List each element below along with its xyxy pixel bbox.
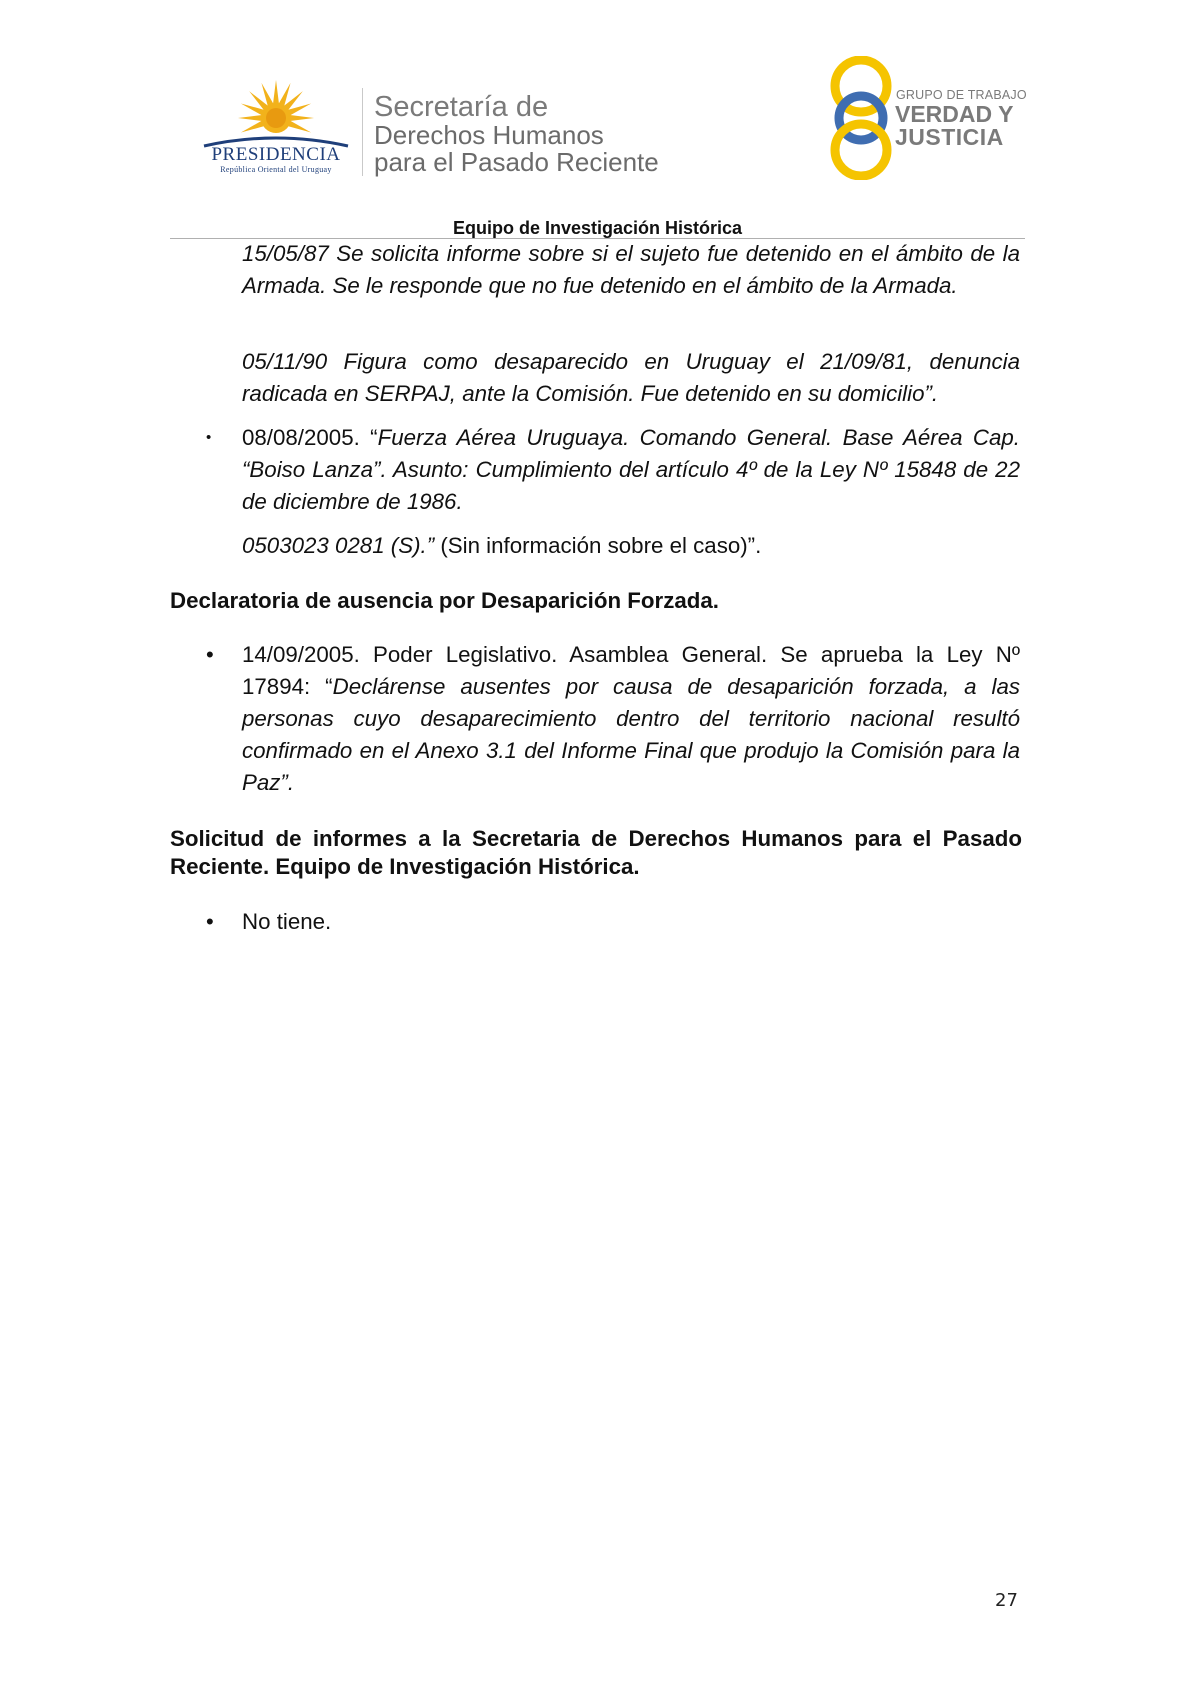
list-item-italic-text: Fuerza Aérea Uruguaya. Comando General. Base Aérea Cap. “Boiso Lanza”. Asunto: Cumplimiento del artículo 4º de la Ley Nº 15848 de 22 de diciembre de 1986. <box>242 425 1020 514</box>
grupo-trabajo-label: GRUPO DE TRABAJO <box>896 88 1027 102</box>
list-item-date: 08/08/2005. “ <box>242 425 378 450</box>
logo-divider <box>362 88 363 176</box>
secretaria-line-3: para el Pasado Reciente <box>374 147 659 177</box>
running-head: Equipo de Investigación Histórica <box>452 218 743 238</box>
paragraph-reference <box>242 530 1020 562</box>
presidencia-subtitle: República Oriental del Uruguay <box>220 165 332 174</box>
page-number: 27 <box>995 1590 1018 1611</box>
secretaria-line-2: Derechos Humanos <box>374 120 604 150</box>
list-item-no-tiene: No tiene. <box>242 909 332 934</box>
list-item-italic-text: Declárense ausentes por causa de desaparición forzada, a las personas cuyo desaparecimiento dentro del territorio nacional resultó confirmado en el Anexo 3.1 del Informe Final que produjo la Comisión para la Paz”. <box>242 674 1020 795</box>
list-item-ley-17894 <box>242 639 1020 799</box>
reference-code: 0503023 0281 (S).” <box>242 533 435 558</box>
justicia-label: JUSTICIA <box>895 124 1004 150</box>
verdad-justicia-rings-logo <box>824 56 898 180</box>
secretaria-line-1: Secretaría de <box>374 91 549 123</box>
section-heading-solicitud: Solicitud de informes a la Secretaria de Derechos Humanos para el Pasado Reciente. Equipo de Investigación Histórica. <box>170 826 1022 879</box>
section-heading-declaratoria: Declaratoria de ausencia por Desaparición Forzada. <box>170 588 719 613</box>
paragraph-desaparecido: 05/11/90 Figura como desaparecido en Uruguay el 21/09/81, denuncia radicada en SERPAJ, ante la Comisión. Fue detenido en su domicilio”. <box>242 349 1020 406</box>
presidencia-name: PRESIDENCIA <box>211 144 341 165</box>
list-item-normal-text: 14/09/2005. Poder Legislativo. Asamblea General. Se aprueba la Ley Nº 17894: “ <box>242 642 1020 699</box>
paragraph-armada: 15/05/87 Se solicita informe sobre si el sujeto fue detenido en el ámbito de la Armada. Se le responde que no fue detenido en el ámbito de la Armada. <box>242 241 1020 298</box>
bullet-marker: • <box>206 429 212 446</box>
bullet-marker: • <box>206 909 214 934</box>
bullet-marker: • <box>206 642 214 667</box>
sun-icon <box>238 80 314 135</box>
verdad-label: VERDAD Y <box>895 101 1014 127</box>
reference-note: (Sin información sobre el caso)”. <box>434 533 762 558</box>
list-item-fuerza-aerea <box>242 422 1020 518</box>
